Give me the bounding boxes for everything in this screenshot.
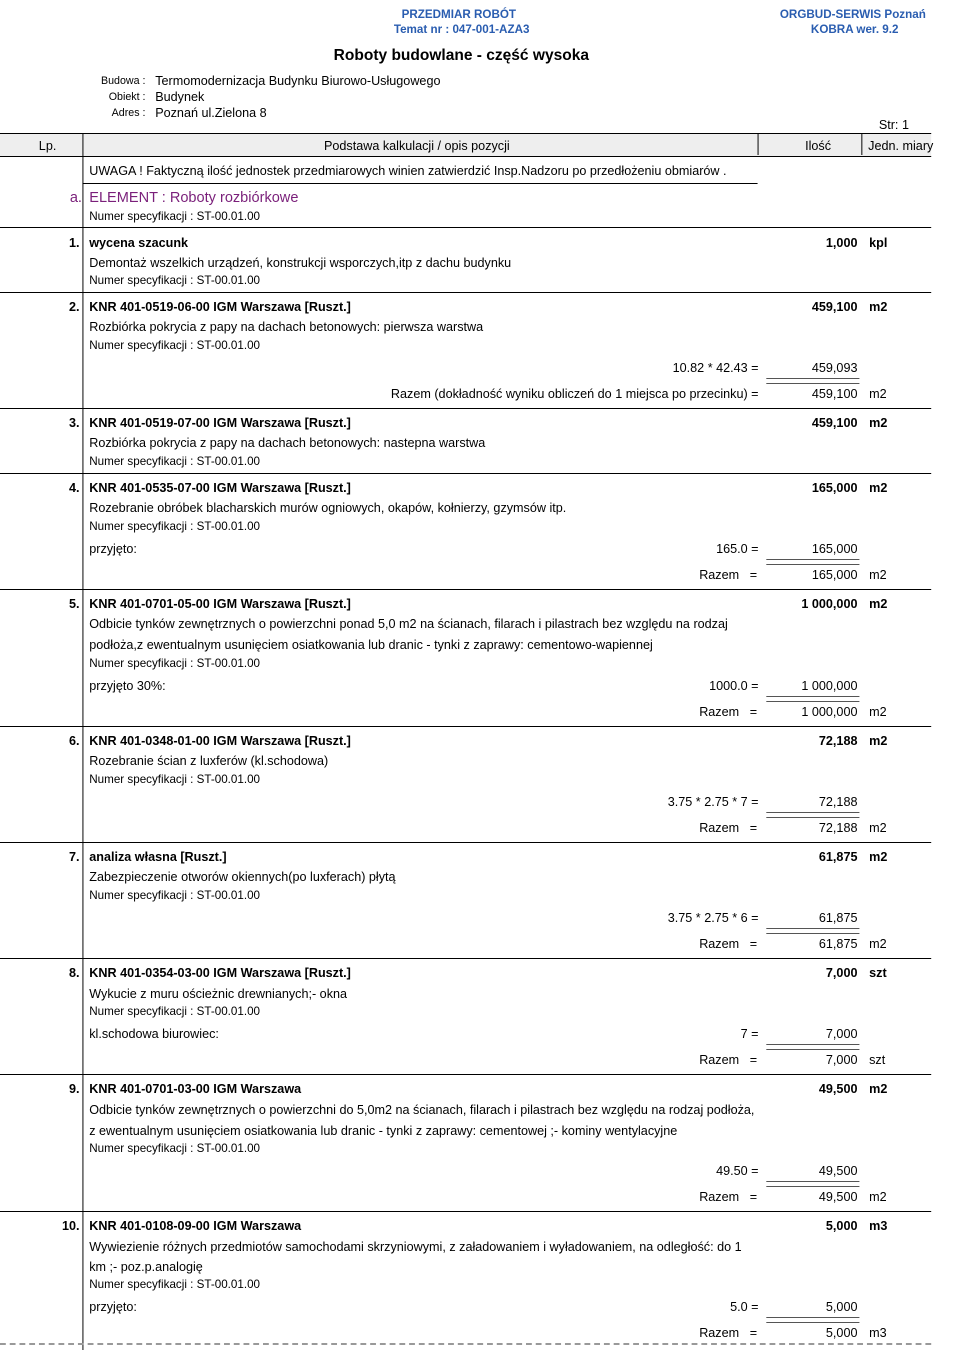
row-separator: [0, 842, 931, 843]
item-unit: m2: [869, 596, 888, 611]
row-separator: [0, 1074, 931, 1075]
spec-number: Numer specyfikacji : ST-00.01.00: [89, 1141, 261, 1155]
item-code: KNR 401-0701-03-00 IGM Warszawa: [89, 1081, 302, 1096]
sum-unit: m3: [869, 1325, 887, 1340]
item-description: Zabezpieczenie otworów okiennych(po luxferach) płytą: [89, 869, 396, 884]
item-code: KNR 401-0354-03-00 IGM Warszawa [Ruszt.]: [89, 965, 351, 980]
item-description: Odbicie tynków zewnętrznych o powierzchni ponad 5,0 m2 na ścianach, filarach i pilastrach bez względu na rodzaj: [89, 616, 728, 631]
item-quantity: 459,100: [811, 415, 858, 430]
sum-rule: [766, 696, 859, 702]
sum-value: 72,188: [818, 820, 858, 835]
calc-formula: 3.75 * 2.75 * 6 =: [667, 910, 759, 925]
item-description: Demontaż wszelkich urządzeń, konstrukcji wsporczych,itp z dachu budynku: [89, 255, 512, 270]
sum-value: 7,000: [825, 1052, 858, 1067]
item-number: 8.: [69, 965, 80, 980]
sum-label: Razem: [699, 1325, 740, 1340]
calc-formula: 10.82 * 42.43 =: [672, 360, 759, 375]
spec-number: Numer specyfikacji : ST-00.01.00: [89, 338, 261, 352]
sum-rule: [766, 928, 859, 934]
item-number: 5.: [69, 596, 80, 611]
item-description: km ;- poz.p.analogię: [89, 1259, 203, 1274]
item-code: analiza własna [Ruszt.]: [89, 849, 227, 864]
item-code: KNR 401-0348-01-00 IGM Warszawa [Ruszt.]: [89, 733, 351, 748]
item-unit: m2: [869, 733, 888, 748]
column-quantity: Ilość: [805, 138, 832, 153]
sum-value: 1 000,000: [801, 704, 858, 719]
item-code: KNR 401-0519-07-00 IGM Warszawa [Ruszt.]: [89, 415, 351, 430]
item-number: 4.: [69, 480, 80, 495]
calc-label: przyjęto:: [89, 1299, 137, 1314]
company-name: ORGBUD-SERWIS Poznań: [779, 7, 926, 21]
item-code: KNR 401-0535-07-00 IGM Warszawa [Ruszt.]: [89, 480, 351, 495]
sum-unit: m2: [869, 567, 887, 582]
sum-unit: m2: [869, 1189, 887, 1204]
sum-label: Razem: [699, 567, 740, 582]
spec-number: Numer specyfikacji : ST-00.01.00: [89, 454, 261, 468]
calc-value: 7,000: [825, 1026, 858, 1041]
calc-label: przyjęto 30%:: [89, 678, 166, 693]
element-title: ELEMENT : Roboty rozbiórkowe: [89, 189, 299, 206]
item-unit: kpl: [869, 235, 888, 250]
item-number: 6.: [69, 733, 80, 748]
sum-value: 5,000: [825, 1325, 858, 1340]
calc-value: 5,000: [825, 1299, 858, 1314]
item-code: KNR 401-0701-05-00 IGM Warszawa [Ruszt.]: [89, 596, 351, 611]
spec-number: Numer specyfikacji : ST-00.01.00: [89, 209, 261, 223]
info-label-obiekt: Obiekt :: [108, 91, 146, 103]
sum-value: 49,500: [818, 1189, 858, 1204]
main-title: Roboty budowlane - część wysoka: [333, 47, 589, 64]
spec-number: Numer specyfikacji : ST-00.01.00: [89, 888, 261, 902]
sum-equals: =: [749, 1189, 758, 1204]
item-description: Rozbiórka pokrycia z papy na dachach betonowych: nastepna warstwa: [89, 435, 486, 450]
calc-formula: 7 =: [740, 1026, 759, 1041]
row-separator: [0, 589, 931, 590]
calc-formula: 165.0 =: [716, 541, 759, 556]
item-number: 7.: [69, 849, 80, 864]
item-description: Wykucie z muru ościeżnic drewnianych;- okna: [89, 986, 348, 1001]
item-quantity: 61,875: [818, 849, 858, 864]
item-quantity: 1,000: [825, 235, 858, 250]
sum-equals: =: [749, 820, 758, 835]
item-code: wycena szacunk: [89, 235, 189, 250]
sum-equals: =: [749, 936, 758, 951]
warning-note: UWAGA ! Faktyczną ilość jednostek przedmiarowych winien zatwierdzić Insp.Nadzoru po przedłożeniu obmiarów .: [89, 163, 727, 178]
item-code: KNR 401-0108-09-00 IGM Warszawa: [89, 1218, 302, 1233]
item-number: 3.: [69, 415, 80, 430]
spec-number: Numer specyfikacji : ST-00.01.00: [89, 1004, 261, 1018]
column-divider-lp: [82, 133, 83, 1350]
item-code: KNR 401-0519-06-00 IGM Warszawa [Ruszt.]: [89, 299, 351, 314]
calc-formula: 1000.0 =: [709, 678, 759, 693]
item-description: Rozebranie obróbek blacharskich murów ogniowych, okapów, kołnierzy, gzymsów itp.: [89, 500, 567, 515]
sum-equals: =: [749, 567, 758, 582]
row-separator: [0, 408, 931, 409]
sum-label: Razem: [699, 820, 740, 835]
sum-unit: m2: [869, 386, 887, 401]
item-quantity: 165,000: [811, 480, 858, 495]
spec-number: Numer specyfikacji : ST-00.01.00: [89, 519, 261, 533]
sum-value: 61,875: [818, 936, 858, 951]
info-value-obiekt: Budynek: [155, 89, 205, 104]
sum-rule: [766, 1181, 859, 1187]
item-description: z ewentualnym usunięciem osiatkowania lub dranic - tynki z zaprawy: cementowej ;- kominy wentylacyjne: [89, 1123, 678, 1138]
row-separator: [0, 958, 931, 959]
sum-rule: [766, 1044, 859, 1050]
calc-formula: 3.75 * 2.75 * 7 =: [667, 794, 759, 809]
row-separator: [0, 227, 931, 228]
item-unit: m2: [869, 849, 888, 864]
sum-label: Razem: [699, 1052, 740, 1067]
calc-formula: 49.50 =: [716, 1163, 759, 1178]
page-number: Str: 1: [878, 117, 909, 132]
spec-number: Numer specyfikacji : ST-00.01.00: [89, 273, 261, 287]
sum-rule: [766, 378, 859, 384]
sum-rule: [766, 812, 859, 818]
item-quantity: 1 000,000: [801, 596, 858, 611]
warning-rule: [82, 183, 757, 184]
item-number: 10.: [62, 1218, 80, 1233]
sum-value: 165,000: [811, 567, 858, 582]
software-version: KOBRA wer. 9.2: [810, 22, 899, 36]
item-unit: m2: [869, 1081, 888, 1096]
item-number: 2.: [69, 299, 80, 314]
column-lp: Lp.: [38, 138, 57, 153]
spec-number: Numer specyfikacji : ST-00.01.00: [89, 656, 261, 670]
sum-equals: =: [749, 704, 758, 719]
item-description: Odbicie tynków zewnętrznych o powierzchni do 5,0m2 na ścianach, filarach i pilastrach bez względu na rodzaj podłoża,: [89, 1102, 755, 1117]
item-description: Rozebranie ścian z luxferów (kl.schodowa): [89, 753, 329, 768]
item-unit: m2: [869, 299, 888, 314]
item-number: 9.: [69, 1081, 80, 1096]
item-quantity: 72,188: [818, 733, 858, 748]
calc-value: 165,000: [811, 541, 858, 556]
sum-label: Razem (dokładność wyniku obliczeń do 1 miejsca po przecinku) =: [390, 386, 759, 401]
column-divider-qty: [861, 133, 862, 155]
info-value-adres: Poznań ul.Zielona 8: [155, 105, 267, 120]
item-unit: szt: [869, 965, 887, 980]
row-separator: [0, 1211, 931, 1212]
row-separator: [0, 726, 931, 727]
sum-unit: m2: [869, 704, 887, 719]
calc-value: 61,875: [818, 910, 858, 925]
calc-label: kl.schodowa biurowiec:: [89, 1026, 219, 1041]
row-separator: [0, 292, 931, 293]
item-quantity: 49,500: [818, 1081, 858, 1096]
item-unit: m2: [869, 480, 888, 495]
calc-value: 1 000,000: [801, 678, 858, 693]
element-letter: a.: [69, 189, 82, 206]
item-description: Rozbiórka pokrycia z papy na dachach betonowych: pierwsza warstwa: [89, 319, 484, 334]
item-unit: m2: [869, 415, 888, 430]
sum-equals: =: [749, 1052, 758, 1067]
calc-value: 459,093: [811, 360, 858, 375]
column-divider-desc: [758, 133, 759, 155]
item-number: 1.: [69, 235, 80, 250]
sum-unit: m2: [869, 936, 887, 951]
calc-formula: 5.0 =: [730, 1299, 759, 1314]
sum-rule: [766, 1317, 859, 1323]
calc-value: 72,188: [818, 794, 858, 809]
column-description: Podstawa kalkulacji / opis pozycji: [323, 138, 510, 153]
item-quantity: 459,100: [811, 299, 858, 314]
page-cut-line: [0, 1343, 931, 1345]
item-unit: m3: [869, 1218, 888, 1233]
spec-number: Numer specyfikacji : ST-00.01.00: [89, 1277, 261, 1291]
sum-label: Razem: [699, 936, 740, 951]
column-unit: Jedn. miary: [868, 138, 934, 153]
document-type-title: PRZEDMIAR ROBÓT: [401, 7, 517, 21]
info-value-budowa: Termomodernizacja Budynku Biurowo-Usługowego: [155, 73, 441, 88]
info-label-adres: Adres :: [111, 107, 146, 119]
calc-value: 49,500: [818, 1163, 858, 1178]
item-quantity: 5,000: [825, 1218, 858, 1233]
sum-label: Razem: [699, 704, 740, 719]
sum-unit: szt: [869, 1052, 886, 1067]
sum-rule: [766, 559, 859, 565]
item-description: podłoża,z ewentualnym usunięciem osiatkowania lub dranic - tynki z zaprawy: cementowo-wapiennej: [89, 637, 653, 652]
row-separator: [0, 473, 931, 474]
item-quantity: 7,000: [825, 965, 858, 980]
sum-unit: m2: [869, 820, 887, 835]
calc-label: przyjęto:: [89, 541, 137, 556]
info-label-budowa: Budowa :: [101, 75, 146, 87]
sum-equals: =: [749, 1325, 758, 1340]
item-description: Wywiezienie różnych przedmiotów samochodami skrzyniowymi, z załadowaniem i wyładowaniem, na odległość: do 1: [89, 1239, 742, 1254]
sum-label: Razem: [699, 1189, 740, 1204]
spec-number: Numer specyfikacji : ST-00.01.00: [89, 772, 261, 786]
sum-value: 459,100: [811, 386, 858, 401]
topic-number: Temat nr : 047-001-AZA3: [393, 22, 530, 36]
